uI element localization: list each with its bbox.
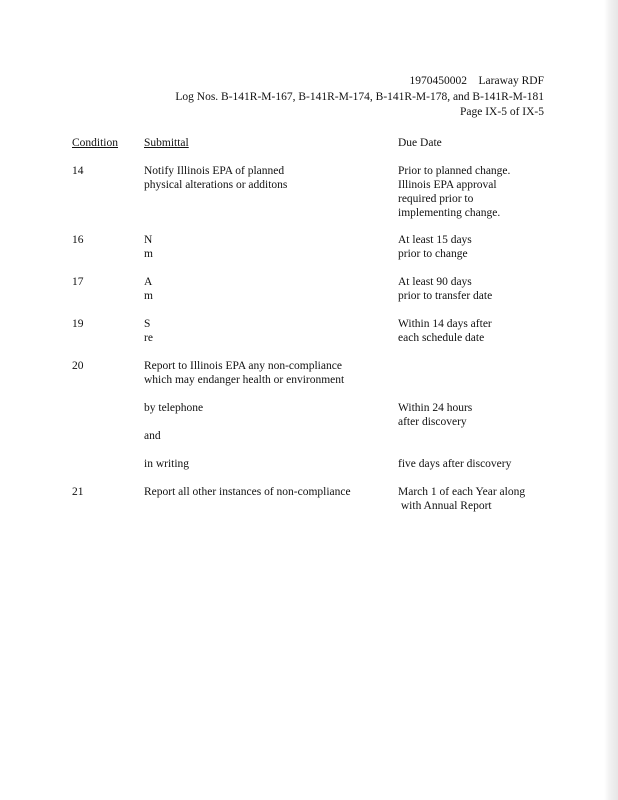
row-submittal-line: and xyxy=(144,430,161,442)
facility-name: Laraway RDF xyxy=(478,75,544,87)
row-submittal-line: m xyxy=(144,248,153,260)
row-submittal-line: which may endanger health or environment xyxy=(144,374,345,386)
row-due-line: after discovery xyxy=(398,416,467,428)
row-due-line: At least 90 days xyxy=(398,276,472,288)
page-number: Page IX-5 of IX-5 xyxy=(460,106,544,118)
row-due-line: March 1 of each Year along xyxy=(398,486,526,498)
row-submittal-line: physical alterations or additons xyxy=(144,179,288,191)
row-condition: 19 xyxy=(72,318,84,330)
row-submittal-line: Report to Illinois EPA any non-compliance xyxy=(144,360,342,372)
row-due-line: Within 14 days after xyxy=(398,318,492,330)
row-condition: 17 xyxy=(72,276,84,288)
row-submittal-line: A xyxy=(144,276,153,288)
log-numbers: Log Nos. B-141R-M-167, B-141R-M-174, B-141R-M-178, and B-141R-M-181 xyxy=(175,90,544,103)
column-header-due-date: Due Date xyxy=(398,137,442,149)
row-submittal-line: re xyxy=(144,332,153,344)
page-header xyxy=(175,74,544,121)
row-due-line: each schedule date xyxy=(398,332,485,344)
row-submittal-line: m xyxy=(144,290,153,302)
row-submittal-line: S xyxy=(144,318,151,330)
doc-id: 1970450002 xyxy=(409,75,468,87)
row-due-line: prior to change xyxy=(398,248,468,260)
row-due-line: Within 24 hours xyxy=(398,402,473,414)
row-condition: 21 xyxy=(72,486,84,498)
column-header-submittal: Submittal xyxy=(144,137,189,149)
row-submittal-line: N xyxy=(144,234,153,246)
row-condition: 14 xyxy=(72,165,84,177)
row-due-line: prior to transfer date xyxy=(398,290,493,302)
row-due-line: Prior to planned change. xyxy=(398,165,511,177)
column-header-condition: Condition xyxy=(72,137,119,149)
row-condition: 20 xyxy=(72,360,84,372)
row-due-line: implementing change. xyxy=(398,207,501,219)
row-condition: 16 xyxy=(72,234,84,246)
header-line-1 xyxy=(175,74,544,90)
row-submittal-line: Notify Illinois EPA of planned xyxy=(144,165,285,177)
scan-edge xyxy=(604,0,618,800)
row-submittal-line: by telephone xyxy=(144,402,204,414)
row-due-line: At least 15 days xyxy=(398,234,472,246)
row-submittal-line: in writing xyxy=(144,458,190,470)
row-due-line: with Annual Report xyxy=(398,500,492,512)
row-due-line: Illinois EPA approval xyxy=(398,179,497,191)
row-submittal-line: Report all other instances of non-compliance xyxy=(144,486,351,498)
row-due-line: required prior to xyxy=(398,193,474,205)
row-due-line: five days after discovery xyxy=(398,458,512,470)
